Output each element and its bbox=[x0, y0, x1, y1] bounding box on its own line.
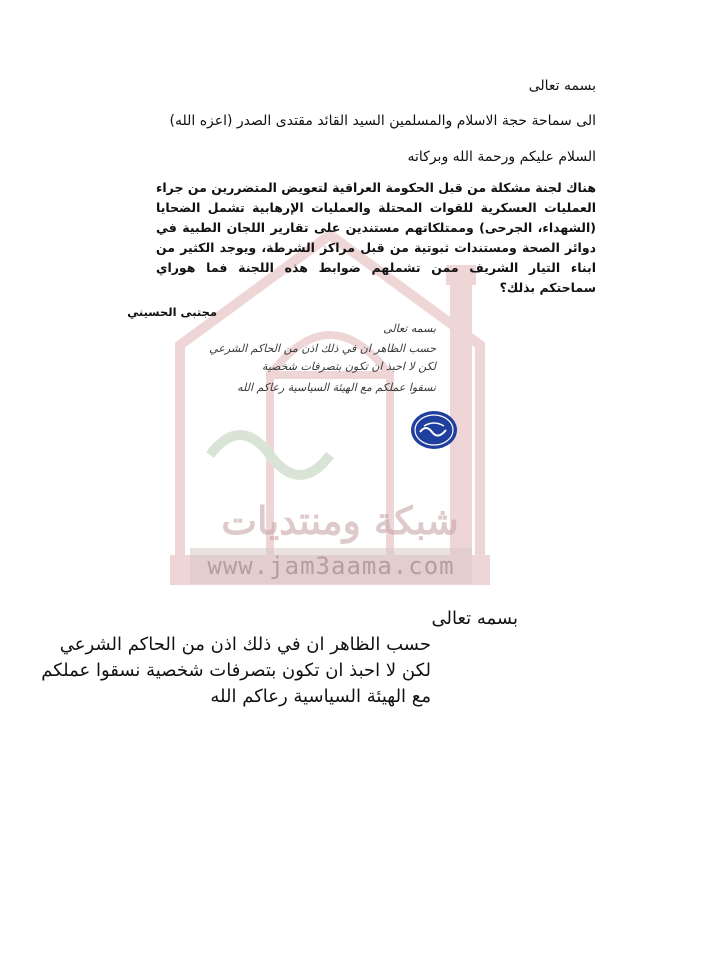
seal-stamp-icon bbox=[410, 410, 458, 450]
handwritten-line-1: بسمه تعالى bbox=[383, 322, 436, 335]
typed-reply-line-2: حسب الظاهر ان في ذلك اذن من الحاكم الشرعي bbox=[59, 634, 431, 655]
letter-greeting: السلام عليكم ورحمة الله وبركاته bbox=[407, 149, 596, 165]
typed-reply-line-4: مع الهيئة السياسية رعاكم الله bbox=[210, 686, 431, 707]
handwritten-line-4: نسقوا عملكم مع الهيئة السياسية رعاكم الله bbox=[237, 381, 436, 394]
letter-signer: مجتبى الحسيني bbox=[127, 305, 217, 319]
letter-basmala: بسمه تعالى bbox=[528, 78, 596, 94]
typed-reply-line-3: لكن لا احبذ ان تكون بتصرفات شخصية نسقوا عملكم bbox=[41, 660, 431, 681]
letter-addressee: الى سماحة حجة الاسلام والمسلمين السيد القائد مقتدى الصدر (اعزه الله) bbox=[169, 113, 596, 129]
handwritten-line-3: لكن لا احبذ ان تكون بتصرفات شخصية bbox=[261, 360, 436, 373]
typed-reply-line-1: بسمه تعالى bbox=[431, 608, 518, 629]
watermark-url: www.jam3aama.com bbox=[190, 548, 472, 584]
handwritten-line-2: حسب الظاهر ان في ذلك اذن من الحاكم الشرعي bbox=[209, 342, 436, 355]
watermark-arabic-text: شبكة ومنتديات bbox=[221, 498, 459, 543]
letter-body: هناك لجنة مشكلة من قبل الحكومة العراقية لتعويض المتضررين من جراء العمليات العسكرية للقوات المحتلة والعمليات الإرهابية تشمل الضحايا (الشهداء، الجرحى) وممتلكاتهم مستندين على تقارير اللجان الطبية في دوائر الصحة ومستندات ثبوتية من قبل مراكز الشرطة، ويوجد الكثير من ابناء التيار الشريف ممن تشملهم ضوابط هذه اللجنة فما هوراي سماحتكم بذلك؟ bbox=[156, 180, 596, 295]
